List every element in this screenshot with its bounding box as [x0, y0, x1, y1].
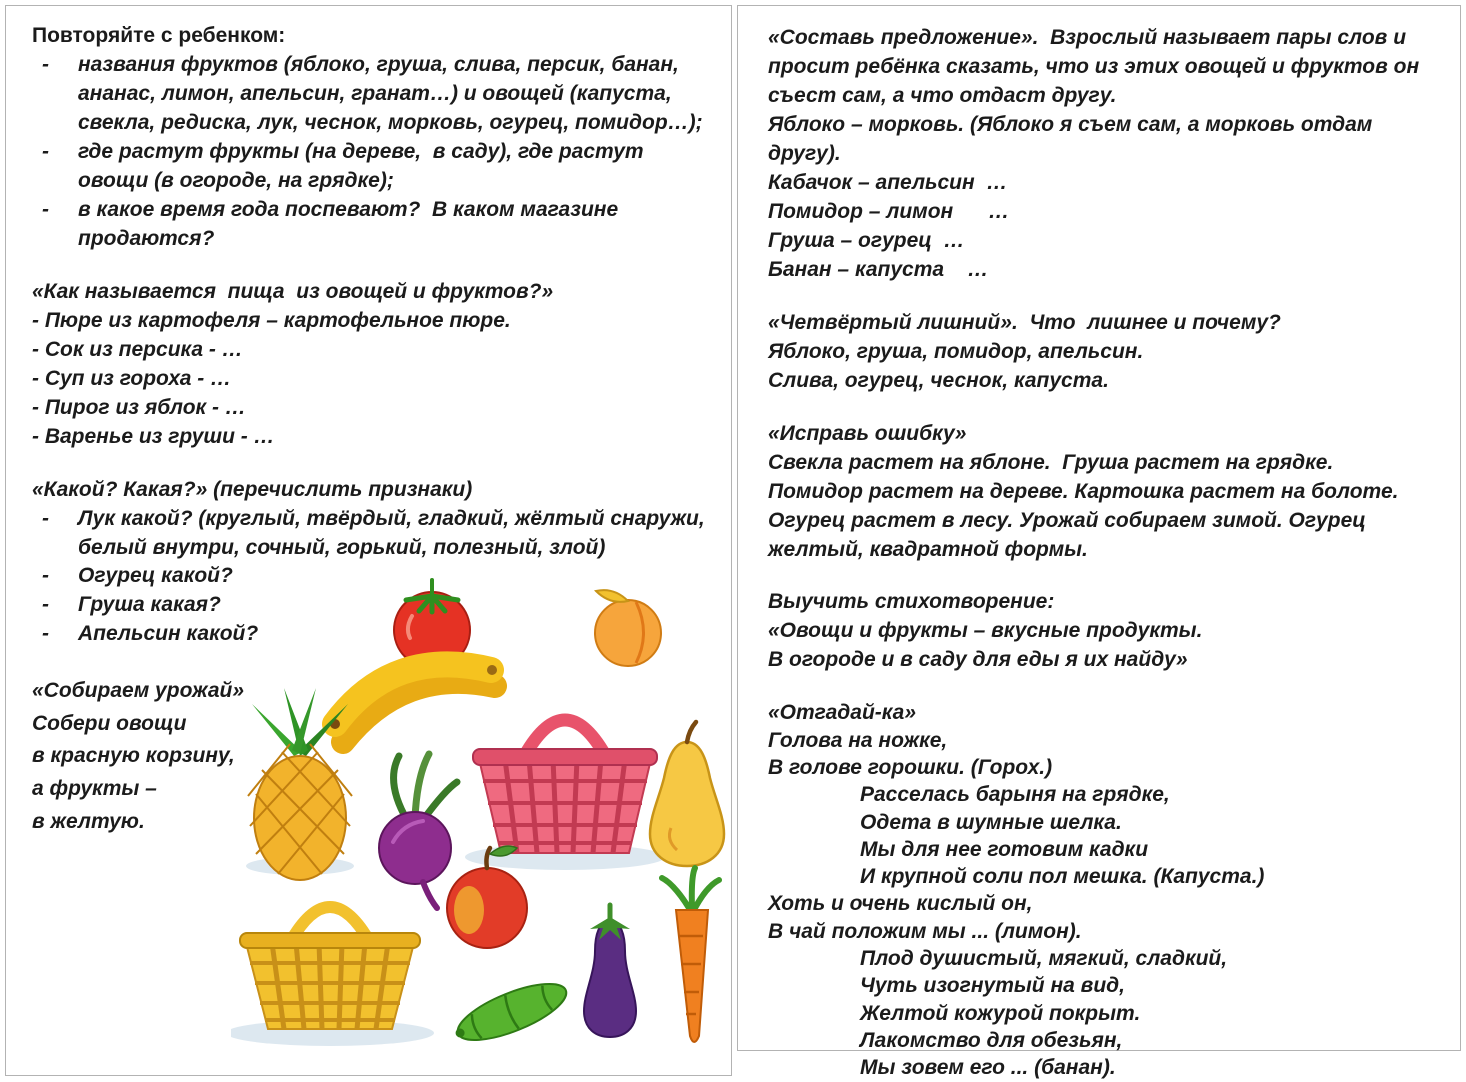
dash-marker: -: [42, 564, 49, 588]
section-fix-mistake: [768, 420, 1430, 565]
compose-pair-1: Яблоко – морковь. (Яблоко я съем сам, а морковь отдам другу).: [768, 112, 1379, 165]
riddle-line-1: Голова на ножке,: [768, 728, 948, 752]
compose-pair-2: Кабачок – апельсин …: [768, 170, 1008, 194]
section-fourth-odd: [768, 309, 1430, 396]
right-column: [737, 5, 1461, 1080]
dash-marker: -: [42, 622, 49, 646]
dash-marker: -: [42, 593, 49, 617]
section-poem: [768, 588, 1430, 675]
compose-pair-3: Помидор – лимон …: [768, 199, 1010, 223]
adjectives-bullet-4: Апельсин какой?: [78, 622, 259, 646]
section-repeat: [32, 22, 705, 254]
left-column: [5, 5, 732, 1076]
riddle-line-8: В чай положим мы ... (лимон).: [768, 919, 1082, 943]
dash-marker: -: [42, 52, 49, 76]
fourth-row-2: Слива, огурец, чеснок, капуста.: [768, 368, 1109, 392]
fourth-title: «Четвёртый лишний». Что лишнее и почему?: [768, 310, 1281, 334]
food-title: «Как называется пища из овощей и фруктов?»: [32, 279, 554, 303]
riddle-line-7: Хоть и очень кислый он,: [768, 892, 1033, 916]
harvest-line-5: в желтую.: [32, 809, 145, 833]
red-basket-icon: [473, 720, 657, 853]
cucumber-icon: [449, 973, 573, 1053]
pear-icon: [650, 722, 724, 866]
fix-text: Свекла растет на яблоне. Груша растет на грядке. Помидор растет на дереве. Картошка растет на болоте. Огурец растет в лесу. Урожай собираем зимой. Огурец желтый, квадратной формы.: [768, 450, 1405, 561]
section-riddles: [768, 699, 1430, 1081]
riddle-line-3: Расселась барыня на грядке,: [860, 783, 1170, 807]
riddles-title: «Отгадай-ка»: [768, 701, 917, 725]
adjectives-bullet-1: Лук какой? (круглый, твёрдый, гладкий, жёлтый снаружи, белый внутри, сочный, горький, полезный, злой): [78, 506, 711, 559]
list-item: [32, 196, 705, 254]
section-food-names: [32, 278, 705, 452]
harvest-line-3: в красную корзину,: [32, 744, 235, 768]
peach-icon: [595, 590, 661, 666]
harvest-line-4: а фрукты –: [32, 777, 157, 801]
riddle-line-2: В голове горошки. (Горох.): [768, 755, 1053, 779]
riddle-line-12: Лакомство для обезьян,: [860, 1028, 1123, 1052]
harvest-line-1: «Собираем урожай»: [32, 679, 245, 703]
harvest-line-2: Собери овощи: [32, 711, 187, 735]
dash-marker: -: [42, 139, 49, 163]
dash-marker: -: [42, 506, 49, 530]
list-item: [32, 138, 705, 196]
riddle-line-6: И крупной соли пол мешка. (Капуста.): [860, 865, 1265, 889]
fourth-row-1: Яблоко, груша, помидор, апельсин.: [768, 339, 1144, 363]
repeat-bullet-2: где растут фрукты (на дереве, в саду), где растут овощи (в огороде, на грядке);: [78, 139, 650, 192]
adjectives-bullet-3: Груша какая?: [78, 593, 221, 617]
poem-line-1: «Овощи и фрукты – вкусные продукты.: [768, 619, 1203, 643]
beet-icon: [379, 754, 457, 908]
adjectives-title: «Какой? Какая?» (перечислить признаки): [32, 477, 473, 501]
food-line-1: - Пюре из картофеля – картофельное пюре.: [32, 308, 511, 332]
banana-icon: [330, 664, 497, 742]
food-line-5: - Варенье из груши - …: [32, 424, 275, 448]
section-harvest: [32, 675, 257, 838]
adjectives-bullet-2: Огурец какой?: [78, 564, 233, 588]
food-line-2: - Сок из персика - …: [32, 337, 243, 361]
riddle-line-4: Одета в шумные шелка.: [860, 810, 1122, 834]
list-item: [32, 505, 711, 563]
compose-intro: «Составь предложение». Взрослый называет пары слов и просит ребёнка сказать, что из этих овощей и фруктов он съест сам, а что отдаст другу.: [768, 26, 1425, 107]
riddle-line-5: Мы для нее готовим кадки: [860, 837, 1149, 861]
food-line-3: - Суп из гороха - …: [32, 366, 232, 390]
harvest-illustration: [231, 561, 731, 1061]
repeat-bullet-3: в какое время года поспевают? В каком магазине продаются?: [78, 197, 624, 250]
riddle-line-13: Мы зовем его ... (банан).: [860, 1056, 1116, 1080]
compose-pair-4: Груша – огурец …: [768, 228, 965, 252]
carrot-icon: [662, 868, 719, 1042]
compose-pair-5: Банан – капуста …: [768, 257, 989, 281]
poem-line-2: В огороде и в саду для еды я их найду»: [768, 648, 1188, 672]
yellow-basket-icon: [240, 907, 420, 1029]
eggplant-icon: [584, 905, 636, 1037]
fix-title: «Исправь ошибку»: [768, 421, 967, 445]
riddle-line-11: Желтой кожурой покрыт.: [860, 1001, 1141, 1025]
list-item: [32, 51, 705, 138]
poem-title: Выучить стихотворение:: [768, 590, 1055, 614]
riddle-line-10: Чуть изогнутый на вид,: [860, 974, 1125, 998]
food-line-4: - Пирог из яблок - …: [32, 395, 246, 419]
section-compose: [768, 24, 1430, 285]
repeat-bullet-1: названия фруктов (яблоко, груша, слива, персик, банан, ананас, лимон, апельсин, гранат…) и овощей (капуста, свекла, редиска, лук, чеснок, морковь, огурец, помидор…);: [78, 52, 703, 134]
riddle-line-9: Плод душистый, мягкий, сладкий,: [860, 947, 1228, 971]
repeat-title: Повторяйте с ребенком:: [32, 24, 286, 47]
pineapple-icon: [248, 688, 352, 880]
dash-marker: -: [42, 197, 49, 221]
